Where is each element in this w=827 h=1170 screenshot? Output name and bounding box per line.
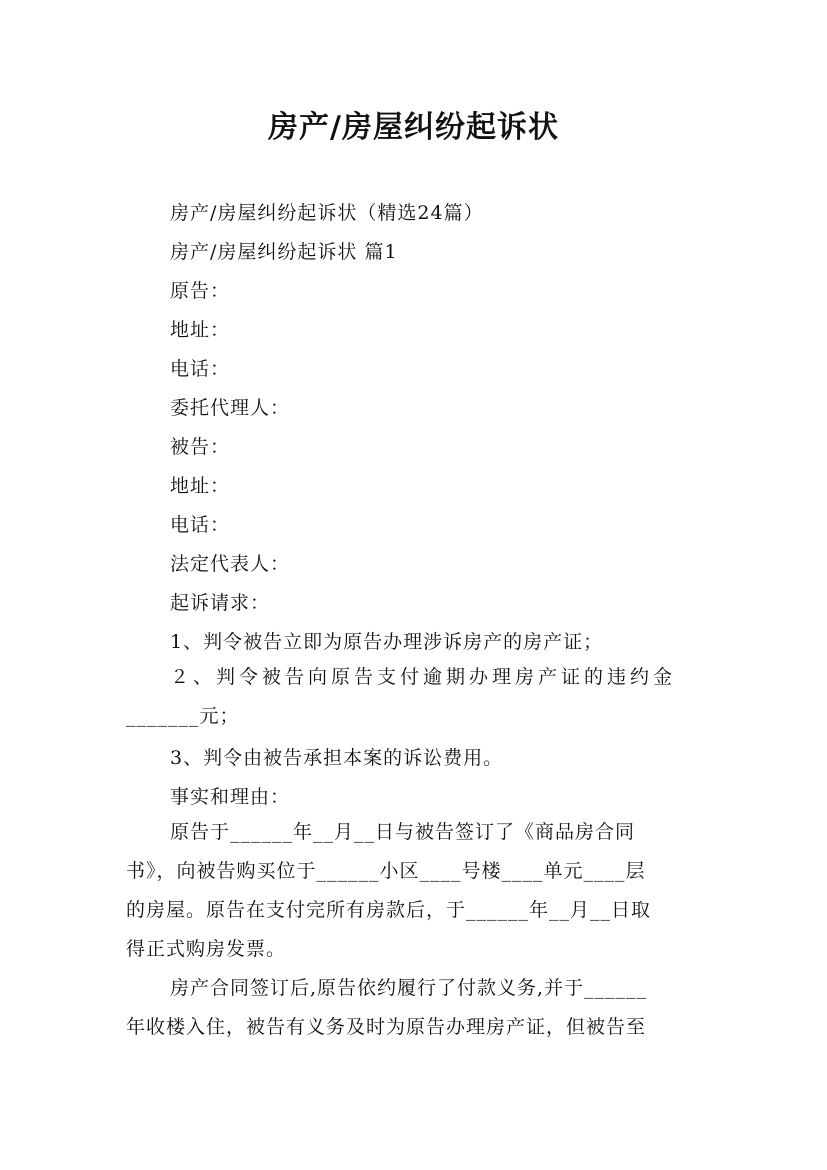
facts-paragraph-1 bbox=[126, 813, 702, 969]
defendant-label: 被告： bbox=[170, 436, 231, 458]
document-title: 房产/房屋纠纷起诉状 bbox=[268, 110, 559, 145]
facts-paragraph-1-line-1: 原告于______年__月__日与被告签订了《商品房合同 bbox=[170, 821, 636, 843]
claims-heading: 起诉请求： bbox=[170, 592, 271, 614]
claim-item-2-line-2: _______元； bbox=[126, 705, 240, 727]
facts-paragraph-2 bbox=[126, 969, 702, 1047]
facts-paragraph-2-line-2: 年收楼入住，被告有义务及时为原告办理房产证，但被告至 bbox=[126, 1016, 647, 1038]
plaintiff-label: 原告： bbox=[170, 280, 231, 302]
facts-paragraph-1-line-4: 得正式购房发票。 bbox=[126, 938, 287, 960]
facts-paragraph-2-line-1: 房产合同签订后,原告依约履行了付款义务,并于______ bbox=[170, 977, 648, 999]
facts-paragraph-1-line-3: 的房屋。原告在支付完所有房款后，于______年__月__日取 bbox=[126, 899, 652, 921]
facts-heading: 事实和理由： bbox=[170, 786, 291, 808]
agent-label: 委托代理人： bbox=[170, 397, 291, 419]
plaintiff-address-label: 地址： bbox=[170, 319, 231, 341]
plaintiff-phone-label: 电话： bbox=[170, 358, 231, 380]
legal-representative-label: 法定代表人： bbox=[170, 553, 291, 575]
claim-item-2 bbox=[126, 658, 702, 736]
claim-item-2-line-1: ２、判令被告向原告支付逾期办理房产证的违约金 bbox=[170, 666, 677, 688]
facts-paragraph-1-line-2: 书》，向被告购买位于______小区____号楼____单元____层 bbox=[126, 860, 646, 882]
subtitle-line: 房产/房屋纠纷起诉状（精选24篇） bbox=[170, 202, 484, 224]
section-heading: 房产/房屋纠纷起诉状 篇1 bbox=[170, 241, 398, 263]
claim-item-1: 1、判令被告立即为原告办理涉诉房产的房产证； bbox=[170, 631, 604, 653]
defendant-address-label: 地址： bbox=[170, 475, 231, 497]
defendant-phone-label: 电话： bbox=[170, 514, 231, 536]
claim-item-3: 3、判令由被告承担本案的诉讼费用。 bbox=[170, 747, 504, 769]
